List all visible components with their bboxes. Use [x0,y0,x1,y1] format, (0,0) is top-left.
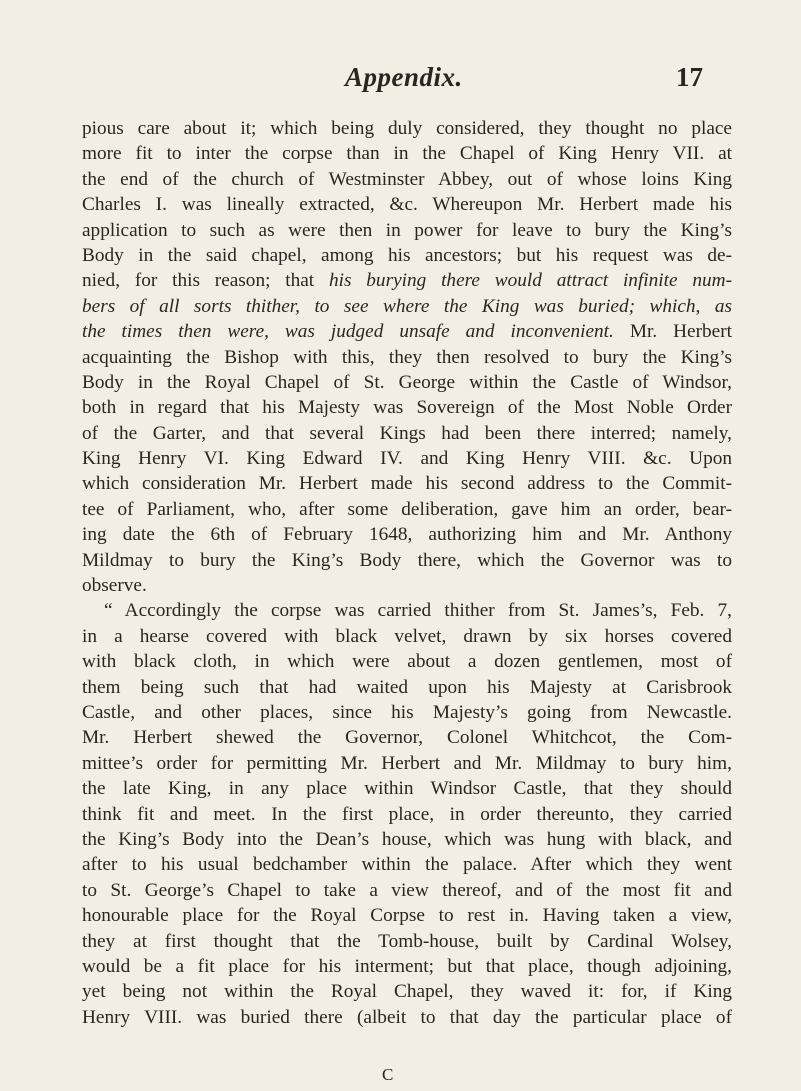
body-text [82,116,732,1030]
text-line: think fit and meet. In the first place, in order thereunto, they carried [82,803,732,825]
signature-mark: C [382,1065,394,1084]
running-title: Appendix. [345,62,463,92]
text-line [82,294,732,319]
text-line: which consideration Mr. Herbert made his second address to the Commit- [82,473,732,495]
text-segment: the times then were, was judged unsafe and inconvenient. [82,321,614,343]
text-line: King Henry VI. King Edward IV. and King Henry VIII. &c. Upon [82,448,732,470]
text-line: Charles I. was lineally extracted, &c. Whereupon Mr. Herbert made his [82,194,732,216]
text-line: application to such as were then in power for leave to bury the King’s [82,219,732,241]
text-line [82,319,732,344]
text-line: Castle, and other places, since his Majesty’s going from Newcastle. [82,701,732,723]
text-line: with black cloth, in which were about a dozen gentlemen, most of [82,651,732,673]
text-line: honourable place for the Royal Corpse to rest in. Having taken a view, [82,905,732,927]
text-line: ing date the 6th of February 1648, authorizing him and Mr. Anthony [82,524,732,546]
text-line: mittee’s order for permitting Mr. Herbert and Mr. Mildmay to bury him, [82,752,732,774]
text-line [82,268,732,293]
text-line: Mildmay to bury the King’s Body there, which the Governor was to [82,549,732,571]
text-line: Body in the said chapel, among his ancestors; but his request was de- [82,244,732,266]
text-line: acquainting the Bishop with this, they then resolved to bury the King’s [82,346,732,368]
text-segment: bers of all sorts thither, to see where the King was buried; which, as [82,295,732,317]
text-line: the King’s Body into the Dean’s house, which was hung with black, and [82,828,732,850]
running-head [0,62,801,102]
text-line: after to his usual bedchamber within the palace. After which they went [82,854,732,876]
text-line: tee of Parliament, who, after some deliberation, gave him an order, bear- [82,498,732,520]
text-line: to St. George’s Chapel to take a view thereof, and of the most fit and [82,879,732,901]
text-segment: nied, for this reason; that [82,270,329,292]
text-line: would be a fit place for his interment; but that place, though adjoining, [82,955,732,977]
text-line: pious care about it; which being duly considered, they thought no place [82,118,732,139]
text-line: in a hearse covered with black velvet, drawn by six horses covered [82,625,732,647]
text-line: them being such that had waited upon his Majesty at Carisbrook [82,676,732,698]
page-number: 17 [676,62,703,92]
text-line: the late King, in any place within Windsor Castle, that they should [82,778,732,800]
text-segment: Mr. Herbert [613,321,732,343]
text-line: Henry VIII. was buried there (albeit to that day the particular place of [82,1006,732,1028]
text-line: of the Garter, and that several Kings had been there interred; namely, [82,422,732,444]
text-line: Mr. Herbert shewed the Governor, Colonel Whitchcot, the Com- [82,727,732,749]
text-line: both in regard that his Majesty was Sovereign of the Most Noble Order [82,397,732,419]
text-line: they at first thought that the Tomb-house, built by Cardinal Wolsey, [82,930,732,952]
text-line: the end of the church of Westminster Abbey, out of whose loins King [82,168,732,190]
text-line: more fit to inter the corpse than in the Chapel of King Henry VII. at [82,143,732,165]
text-line: observe. [82,575,147,597]
text-line: Body in the Royal Chapel of St. George within the Castle of Windsor, [82,371,732,393]
text-segment: his burying there would attract infinite num- [328,270,732,292]
text-line: “ Accordingly the corpse was carried thither from St. James’s, Feb. 7, [104,600,732,622]
text-line: yet being not within the Royal Chapel, they waved it: for, if King [82,981,732,1003]
